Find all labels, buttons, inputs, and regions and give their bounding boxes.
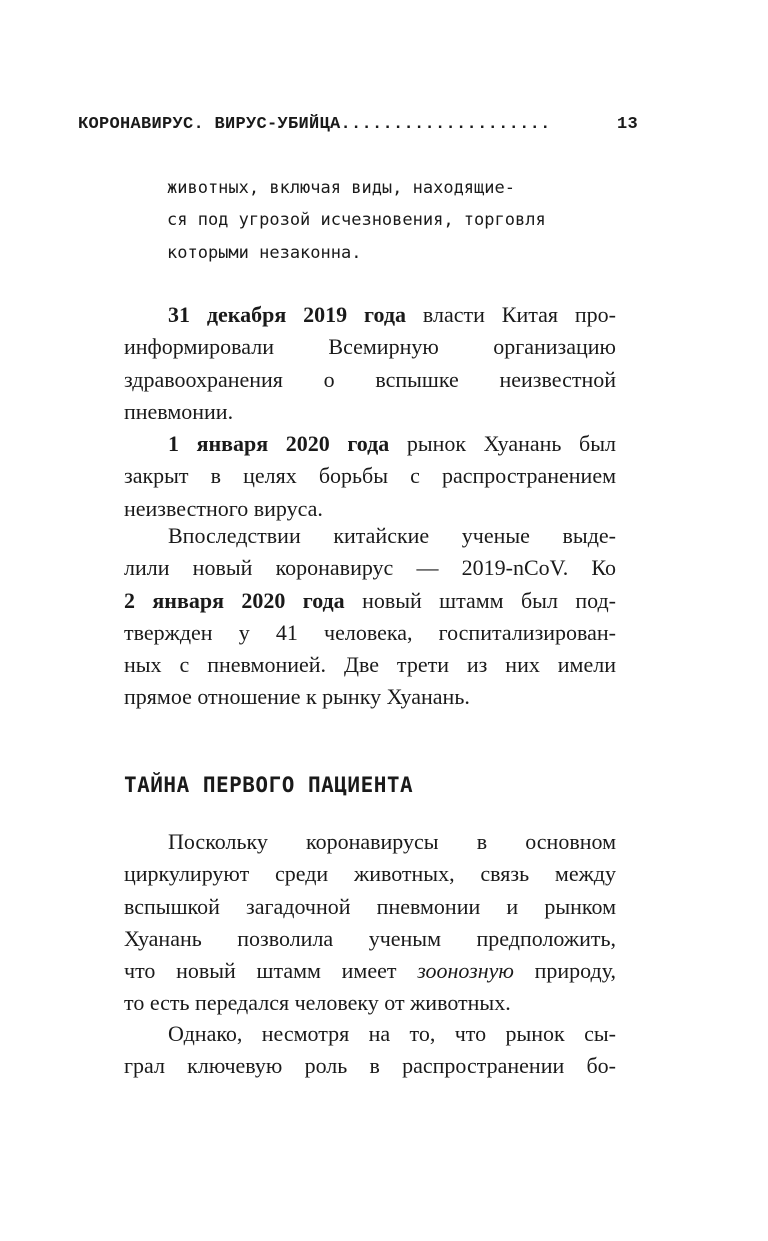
paragraph-jan-1: 1 января 2020 года рынок Хуанань был закрыт в целях борьбы с распространением неизвестного вируса.	[124, 431, 616, 521]
paragraph-ncov: Впоследствии китайские ученые выде- лили новый коронавирус — 2019-nCoV. Ко 2 января 2020 года новый штамм был под- твержден у 41 человека, госпитализирован- ных с пневмонией. Две трети из них имели прямое отношение к рынку Хуанань.	[124, 523, 616, 710]
quote-line: животных, включая виды, находящие-	[167, 178, 515, 198]
running-title: КОРОНАВИРУС. ВИРУС-УБИЙЦА....................	[78, 115, 551, 134]
paragraph-zoonotic: Поскольку коронавирусы в основном циркулируют среди животных, связь между вспышкой загадочной пневмонии и рынком Хуанань позволила ученым предположить, что новый штамм имеет зоонозную природу, то есть передался человеку от животных.	[124, 829, 616, 1016]
section-heading: ТАЙНА ПЕРВОГО ПАЦИЕНТА	[124, 773, 414, 797]
date-highlight: 1 января 2020 года	[168, 431, 390, 456]
quote-line: которыми незаконна.	[167, 242, 362, 263]
page-number: 13	[616, 115, 638, 134]
date-highlight: 2 января 2020 года	[124, 587, 345, 613]
quote-block	[167, 172, 587, 269]
quote-line: ся под угрозой исчезновения, торговля	[167, 210, 546, 231]
date-highlight: 31 декабря 2019 года	[168, 302, 406, 327]
running-header	[78, 115, 638, 134]
paragraph-market-role: Однако, несмотря на то, что рынок сы- грал ключевую роль в распространении бо-	[124, 1021, 616, 1079]
paragraph-dec-31: 31 декабря 2019 года власти Китая про- информировали Всемирную организацию здравоохранения о вспышке неизвестной пневмонии.	[124, 302, 616, 424]
emphasis-term: зоонозную	[417, 958, 514, 984]
